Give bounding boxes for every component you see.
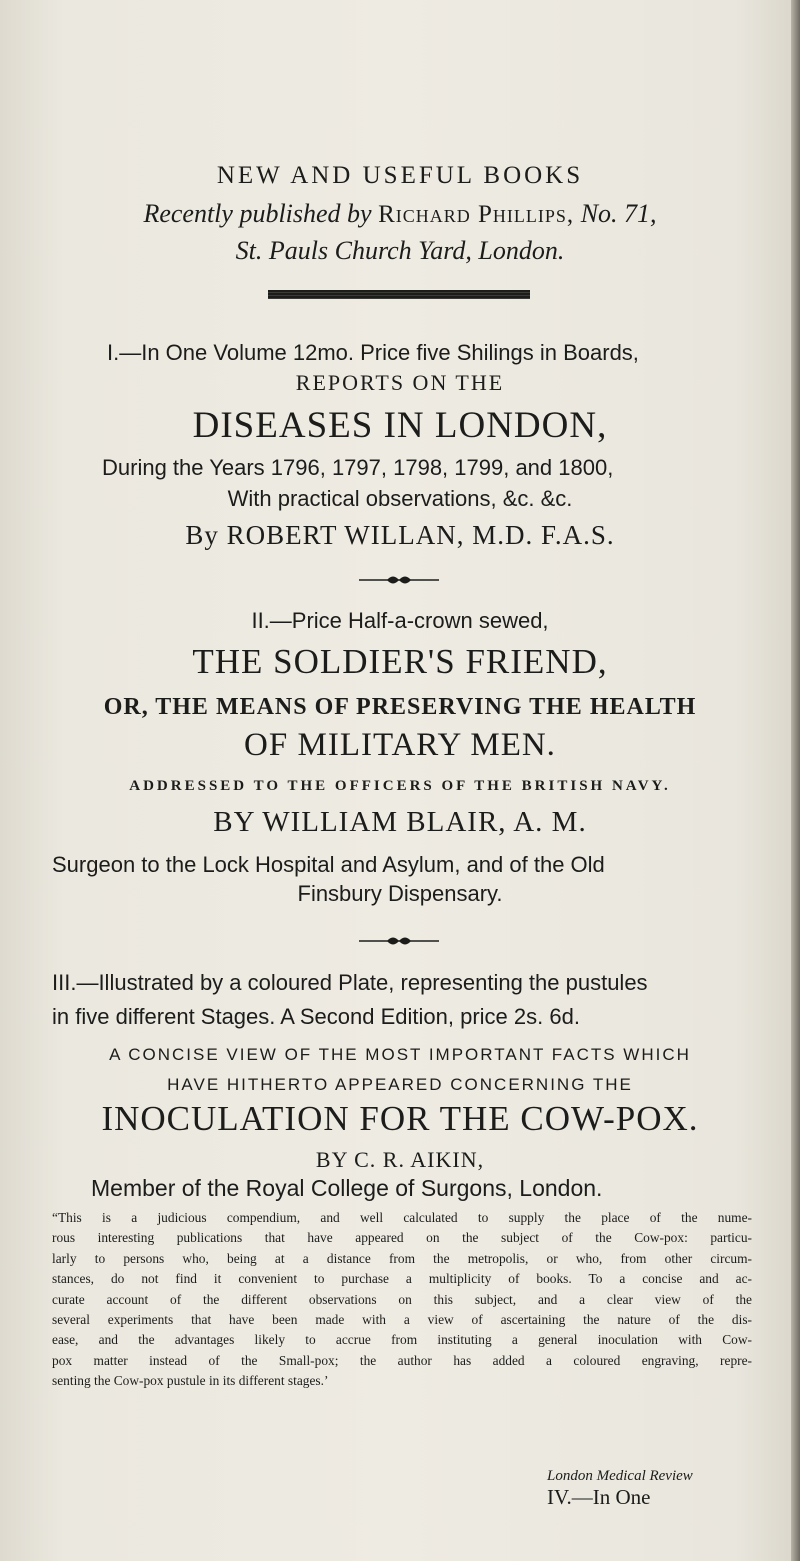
quote-source: London Medical Review [547,1468,693,1484]
publisher-address: St. Pauls Church Yard, London. [235,236,565,265]
book3-author: BY C. R. AIKIN, [315,1147,485,1172]
quote-line: rous interesting publications that have appeared on the subject of the Cow-pox: particu- [52,1230,752,1246]
book1-years: During the Years 1796, 1797, 1798, 1799, and 1800, [102,455,614,480]
quote-line: “This is a judicious compendium, and well calculated to supply the place of the nume- [52,1210,752,1225]
ornament-divider-icon [359,573,439,587]
ornament-divider-icon [359,934,439,948]
book1-title-line1: REPORTS ON THE [295,370,505,395]
quote-line: pox matter instead of the Small-pox; the author has added a coloured engraving, repre- [52,1352,752,1368]
book2-desc-line2: Finsbury Dispensary. [297,881,503,906]
book3-intro-line1: III.—Illustrated by a coloured Plate, representing the pustules [52,970,648,995]
book3-title-line1: A CONCISE VIEW OF THE MOST IMPORTANT FACTS WHICH [109,1045,691,1064]
page-edge [791,0,800,1561]
book2-title-line3: OF MILITARY MEN. [244,727,556,763]
quote-line: several experiments that have been made with a view of ascertaining the nature of the dis- [52,1311,752,1327]
book2-intro: II.—Price Half-a-crown sewed, [251,608,549,633]
publisher-line [40,199,760,229]
book3-title-line3: INOCULATION FOR THE COW-POX. [101,1099,699,1138]
book1-observations: With practical observations, &c. &c. [227,486,573,511]
heading-rule [268,290,530,299]
book1-author: By ROBERT WILLAN, M.D. F.A.S. [185,520,615,550]
advertisement-heading: NEW AND USEFUL BOOKS [216,162,584,189]
quote-line: curate account of the different observations on this subject, and a clear view of the [52,1291,752,1307]
publisher-name: Richard Phillips, [378,201,575,228]
review-quote [52,1208,752,1392]
book3-member: Member of the Royal College of Surgons, London. [91,1175,603,1201]
book3-intro-line2: in five different Stages. A Second Edition, price 2s. 6d. [52,1004,580,1029]
quote-line: senting the Cow-pox pustule in its different stages.’ [52,1373,329,1389]
quote-line: stances, do not find it convenient to purchase a multiplicity of books. To a concise and ac- [52,1271,752,1287]
book2-title-line2: OR, THE MEANS OF PRESERVING THE HEALTH [103,694,697,720]
publisher-number: No. 71, [580,199,657,228]
book2-author: BY WILLIAM BLAIR, A. M. [213,806,587,838]
book2-desc-line1: Surgeon to the Lock Hospital and Asylum, and of the Old [52,852,605,877]
quote-line: ease, and the advantages likely to accrue from instituting a general inoculation with Cow- [52,1332,752,1348]
book1-intro: I.—In One Volume 12mo. Price five Shilings in Boards, [107,340,639,365]
book2-addressed: ADDRESSED TO THE OFFICERS OF THE BRITISH NAVY. [129,778,671,794]
book3-title-line2: HAVE HITHERTO APPEARED CONCERNING THE [167,1075,633,1094]
catchword: IV.—In One [547,1485,651,1509]
book1-title-line2: DISEASES IN LONDON, [192,405,608,446]
published-prefix: Recently published by [143,199,372,228]
book2-title-line1: THE SOLDIER'S FRIEND, [192,642,608,681]
quote-line: larly to persons who, being at a distance from the metropolis, or who, from other circum- [52,1250,752,1266]
